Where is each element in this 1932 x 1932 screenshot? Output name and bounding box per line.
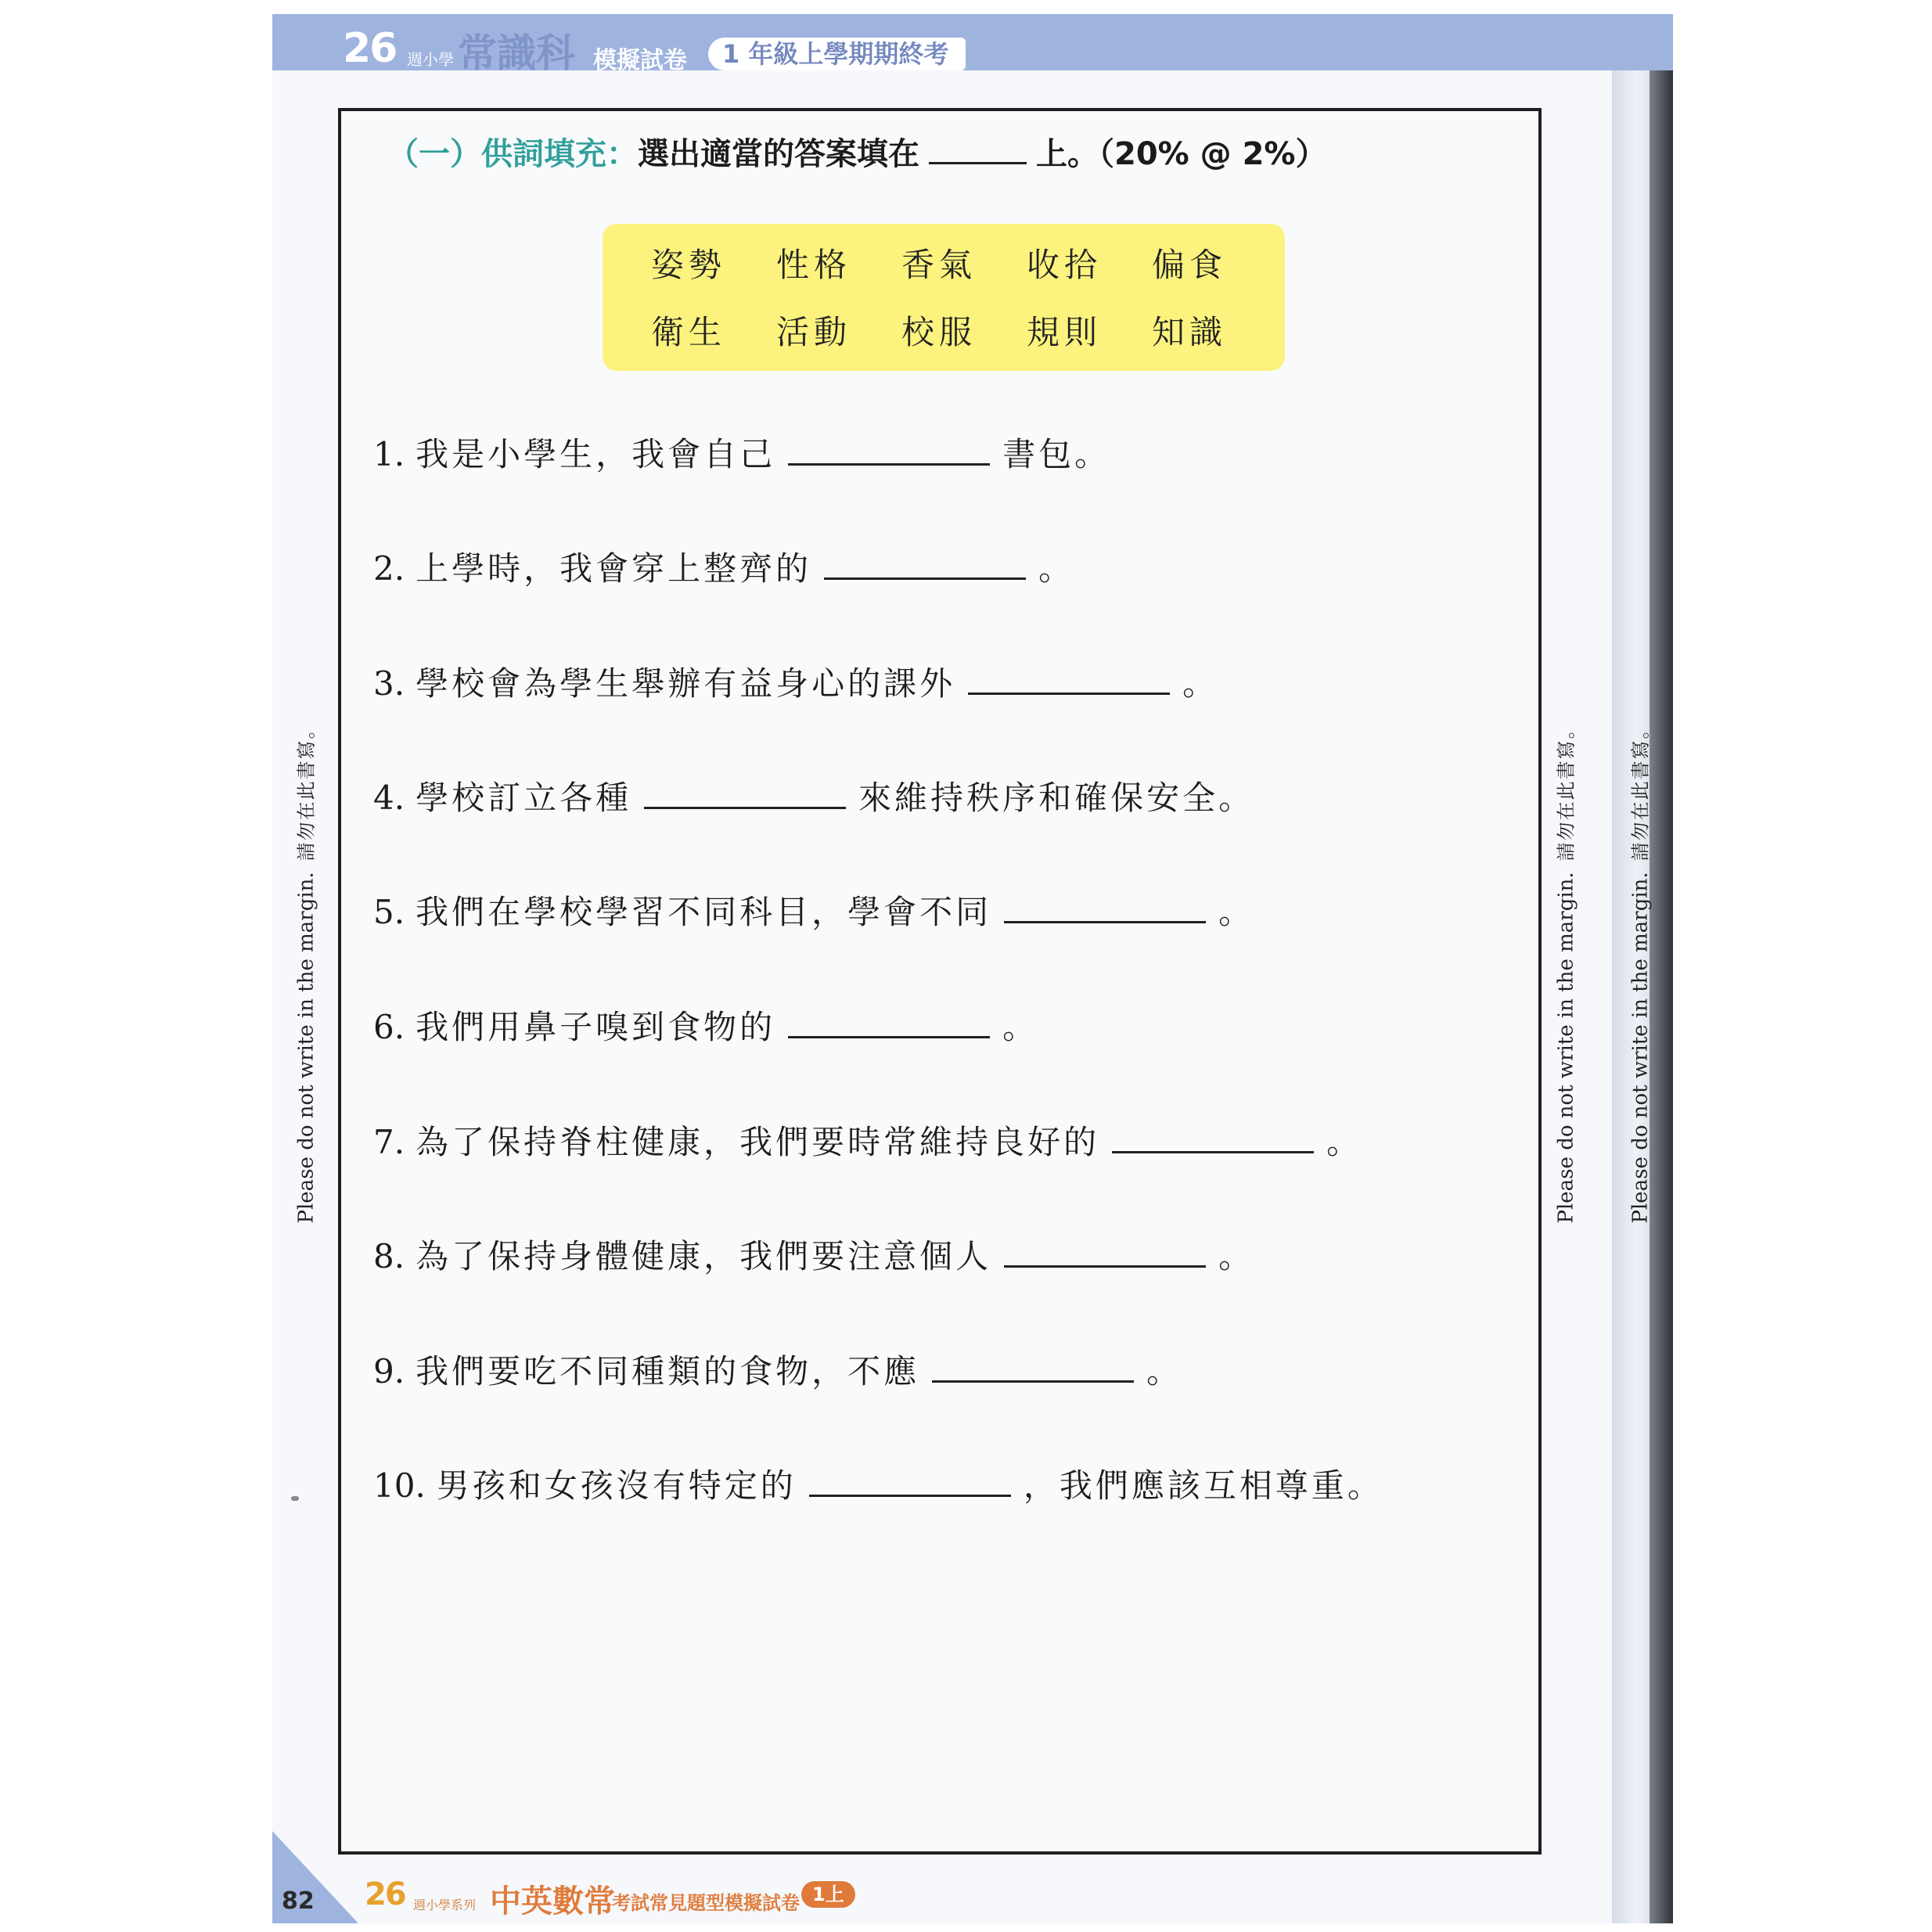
question-number: 7.	[373, 1123, 405, 1161]
answer-blank[interactable]	[644, 779, 846, 809]
question-text: 我們用鼻子嗅到食物的	[416, 1008, 776, 1046]
section-instruction-end: 上。（20% @ 2%）	[1036, 136, 1327, 172]
question-9	[373, 1346, 1182, 1393]
question-text: 學校訂立各種	[416, 779, 632, 817]
margin-note-left	[291, 718, 318, 1224]
question-number: 5.	[373, 893, 405, 931]
section-instruction: 選出適當的答案填在	[638, 136, 919, 172]
question-number: 2.	[373, 549, 405, 588]
answer-blank[interactable]	[1004, 893, 1206, 923]
word-bank-item: 規則	[1027, 313, 1103, 351]
question-text-end: ，我們應該互相尊重。	[1023, 1466, 1383, 1505]
margin-note-zh: 請勿在此書寫。	[1555, 718, 1578, 862]
question-text-end: 。	[1218, 1237, 1255, 1275]
margin-note-en: Please do not write in the margin.	[1628, 872, 1653, 1224]
footer-logo-small: 週小學系列	[413, 1898, 477, 1912]
margin-note-right	[1551, 718, 1578, 1224]
margin-note-en: Please do not write in the margin.	[294, 872, 318, 1224]
word-bank-item: 偏食	[1152, 246, 1228, 284]
section-lead: （一）供詞填充：	[387, 136, 638, 172]
word-bank	[603, 224, 1285, 371]
question-text-end: 。	[1002, 1008, 1039, 1046]
question-1	[373, 429, 1110, 476]
header-paper: 模擬試卷	[593, 47, 687, 74]
answer-blank[interactable]	[788, 1008, 990, 1038]
answer-blank[interactable]	[1112, 1123, 1314, 1153]
question-6	[373, 1002, 1038, 1049]
answer-blank[interactable]	[932, 1352, 1134, 1383]
scan-speck	[291, 1496, 299, 1501]
margin-note-zh: 請勿在此書寫。	[295, 718, 318, 862]
word-bank-item: 校服	[901, 313, 977, 351]
question-number: 9.	[373, 1352, 405, 1391]
word-bank-item: 性格	[776, 246, 852, 284]
question-2	[373, 543, 1074, 590]
header-grade-badge: 1 年級上學期期終考	[708, 38, 966, 70]
footer-logo: 26	[365, 1876, 405, 1912]
question-text: 我們要吃不同種類的食物，不應	[416, 1352, 920, 1391]
answer-blank[interactable]	[1004, 1237, 1206, 1268]
question-text-end: 。	[1182, 664, 1219, 703]
answer-blank[interactable]	[809, 1466, 1011, 1497]
question-10	[373, 1460, 1383, 1507]
question-text: 為了保持身體健康，我們要注意個人	[416, 1237, 992, 1275]
question-text: 男孩和女孩沒有特定的	[436, 1466, 797, 1505]
question-text: 為了保持脊柱健康，我們要時常維持良好的	[416, 1123, 1100, 1161]
word-bank-item: 衛生	[651, 313, 727, 351]
question-text-end: 。	[1146, 1352, 1183, 1391]
question-3	[373, 658, 1218, 705]
question-7	[373, 1117, 1362, 1164]
margin-note-zh: 請勿在此書寫。	[1629, 718, 1652, 862]
question-number: 10.	[373, 1466, 426, 1505]
footer-series-sub: 考試常見題型模擬試卷	[612, 1892, 800, 1914]
question-text-end: 。	[1326, 1123, 1363, 1161]
title-blank-line	[929, 162, 1027, 164]
header-subject: 常識科	[458, 31, 575, 76]
header-logo: 26	[343, 25, 397, 72]
question-number: 1.	[373, 435, 405, 473]
word-bank-item: 姿勢	[651, 246, 727, 284]
header-logo-small: 週小學	[407, 50, 454, 69]
question-text: 學校會為學生舉辦有益身心的課外	[416, 664, 956, 703]
question-number: 4.	[373, 779, 405, 817]
question-text-end: 。	[1218, 893, 1255, 931]
answer-blank[interactable]	[788, 435, 990, 466]
page-number: 82	[282, 1887, 315, 1915]
question-number: 8.	[373, 1237, 405, 1275]
question-text: 我們在學校學習不同科目，學會不同	[416, 893, 992, 931]
answer-blank[interactable]	[824, 549, 1026, 580]
question-4	[373, 772, 1254, 819]
question-text-end: 來維持秩序和確保安全。	[858, 779, 1255, 817]
question-5	[373, 887, 1254, 934]
answer-blank[interactable]	[968, 664, 1170, 695]
word-bank-item: 香氣	[901, 246, 977, 284]
question-text: 上學時，我會穿上整齊的	[416, 549, 812, 588]
margin-note-en: Please do not write in the margin.	[1554, 872, 1578, 1224]
footer-grade-badge: 1上	[801, 1881, 855, 1908]
book-spine	[1650, 14, 1673, 1923]
word-bank-item: 活動	[776, 313, 852, 351]
margin-note-next-page	[1625, 718, 1653, 1224]
question-8	[373, 1231, 1254, 1278]
word-bank-item: 收拾	[1027, 246, 1103, 284]
section-title	[387, 129, 1327, 174]
question-number: 3.	[373, 664, 405, 703]
word-bank-item: 知識	[1152, 313, 1228, 351]
question-text-end: 。	[1038, 549, 1075, 588]
footer-series: 中英數常	[490, 1883, 615, 1919]
question-text: 我是小學生，我會自己	[416, 435, 776, 473]
question-text-end: 書包。	[1002, 435, 1111, 473]
question-number: 6.	[373, 1008, 405, 1046]
